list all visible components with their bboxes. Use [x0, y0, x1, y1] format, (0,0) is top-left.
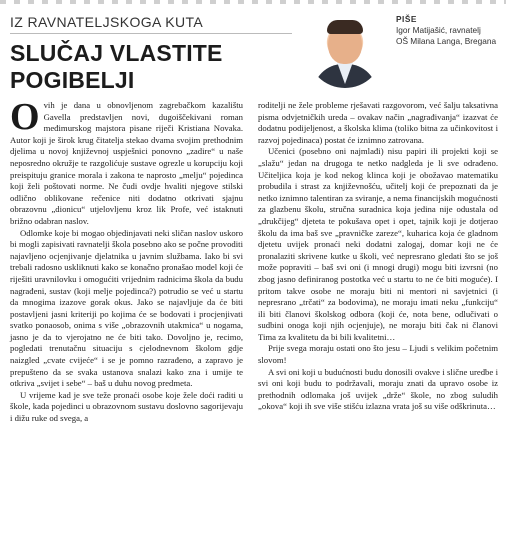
byline-author-name: Igor Matijašić, ravnatelj — [396, 25, 481, 35]
drop-cap: O — [10, 96, 40, 138]
article-paragraph — [10, 96, 243, 228]
article-column-right — [258, 100, 498, 413]
byline — [396, 14, 504, 47]
author-photo — [307, 12, 383, 88]
byline-author-school: OŠ Milana Langa, Bregana — [396, 36, 497, 46]
article-headline: SLUČAJ VLASTITE POGIBELJI — [10, 40, 223, 93]
kicker-divider — [10, 33, 292, 34]
article-paragraph: roditelji ne žele probleme rješavati razgovorom, već šalju taksativna pisma odvjetničkih ureda – ovakav način „nagrađivanja“ izazvat će dodatnu podijeljenost, a školska klima (toliko bitna za učinkovitost i razvoj pojedinaca) postat će iznimno zatrovana. — [258, 100, 498, 145]
byline-label: PIŠE — [396, 14, 417, 24]
article-column-left — [10, 96, 243, 425]
author-photo-hair — [327, 20, 363, 34]
article-paragraph: U vrijeme kad je sve teže pronaći osobe koje žele doći raditi u škole, kada pojedinci u obrazovnom sustavu doslovno sagorijevaju i dižu ruke od svega, a — [10, 389, 243, 424]
article-paragraph: Učenici (posebno oni najmlađi) nisu papiri ili projekti koji se „slažu“ jedan na drugoga te netko nadgleda je li sve odrađeno. Učiteljica koja je kod nekog klinca koji je obožavao matematiku probudila i strast za književnošću, učitelj koji će prepoznati da je netko iznimno talentiran za sviranje, a nema financijskih mogućnosti za glazbenu školu, stručna suradnica koja jedina nije odustala od „drukčijeg“ djeteta te pokušava opet i opet, tajnik koji je dotjerao školu da ima baš sve „pravničke zareze“, kuharica koja će gladnom djetetu uvijek pronaći neki dodatni zalogaj, domar koji ne će pronalaziti skrivene kutke u školi, već nepresrano gledati što se još može popraviti – baš svi oni (i mnogi drugi) mogu biti izvrsni (no zbog jasno definiranog postotka već u startu to ne će biti moguće). I pritom takve osobe ne moraju biti ni mentori ni savjetnici (i nepresrano „trčati“ za bodovima), ne moraju imati neku „funkciju“ ili biti članovi školskog odbora (koji će, nota bene, odlučivati o sudbini onoga koji njih ocjenjuje), ne moraju biti čak ni članovi Tima za kvalitetu da bi bili kvalitetni… — [258, 146, 498, 342]
top-decorative-rule — [0, 0, 506, 4]
article-paragraph: Prije svega moraju ostati ono što jesu – Ljudi s velikim početnim slovom! — [258, 343, 498, 366]
article-paragraph: A svi oni koji u budućnosti budu donosili ovakve i slične uredbe i svi oni koji budu to podržavali, moraju znati da upravo osobe iz prethodnih odlomaka još uvijek „drže“ škole, no zbog suludih „okova“ koji ih sve više stišću izlazna vrata još su više odškrinuta… — [258, 366, 498, 412]
section-kicker: IZ RAVNATELJSKOGA KUTA — [10, 14, 204, 30]
paragraph-text: vih je dana u obnovljenom zagrebačkom kazalištu Gavella predstavljen novi, dugoiščekivani roman međimurskog majstora pisane riječi Kristiana Novaka. Autor koji je širok krug čitatelja stekao dvama svojim prethodnim djelima u novoj književnoj uspješnici ponovno „zadire“ u naše neposredno okružje te razgolićuje sustave ogrezle u korupciju koji preispituju granice morala i zakona te naprosto „melju“ pojedinca koji želi poštovati norme. Ne čudi ovdje hvaliti njegove stilski odlično oblikovane rečenice niti dodatno otkrivati sjajnu obrazovnu „dionicu“ utjelovljenu kroz lik Profe, već istaknuti brižno odabran naslov. — [10, 100, 243, 226]
article-paragraph: Odlomke koje bi mogao objedinjavati neki sličan naslov uskoro bi mogli zapisivati ravnatelji škola posebno ako se počne provoditi najavljeno ocjenjivanje djelatnika u javnim službama. Iako bi svi trebali radosno uskliknuti kako se konačno pronašao model koji će riješiti uravnilovku i omogućiti vrijednim radnicima škola da budu nagrađeni, sustav (koji melje pojedinca?) potrudio se već u startu da mnogima izazove gorak okus. Jako se najavljuje da će biti postavljeni jasni kriteriji po kojima će se bodovati i procjenjivati svatko ponaosob, onima s više „obrazovnih utakmica“ u nogama, jasno je da to vjerojatno ne će biti tako. Dovoljno je, recimo, pogledati trenutačnu situaciju s cjelodnevnom školom gdje naizgled „cvate cvijeće“ i se je pomno razrađeno, a zapravo je prepušteno da se svaka ustanova snalazi kako zna i umije te otkriva „svijet i sebe“ – baš u duhu novog predmeta. — [10, 227, 243, 389]
